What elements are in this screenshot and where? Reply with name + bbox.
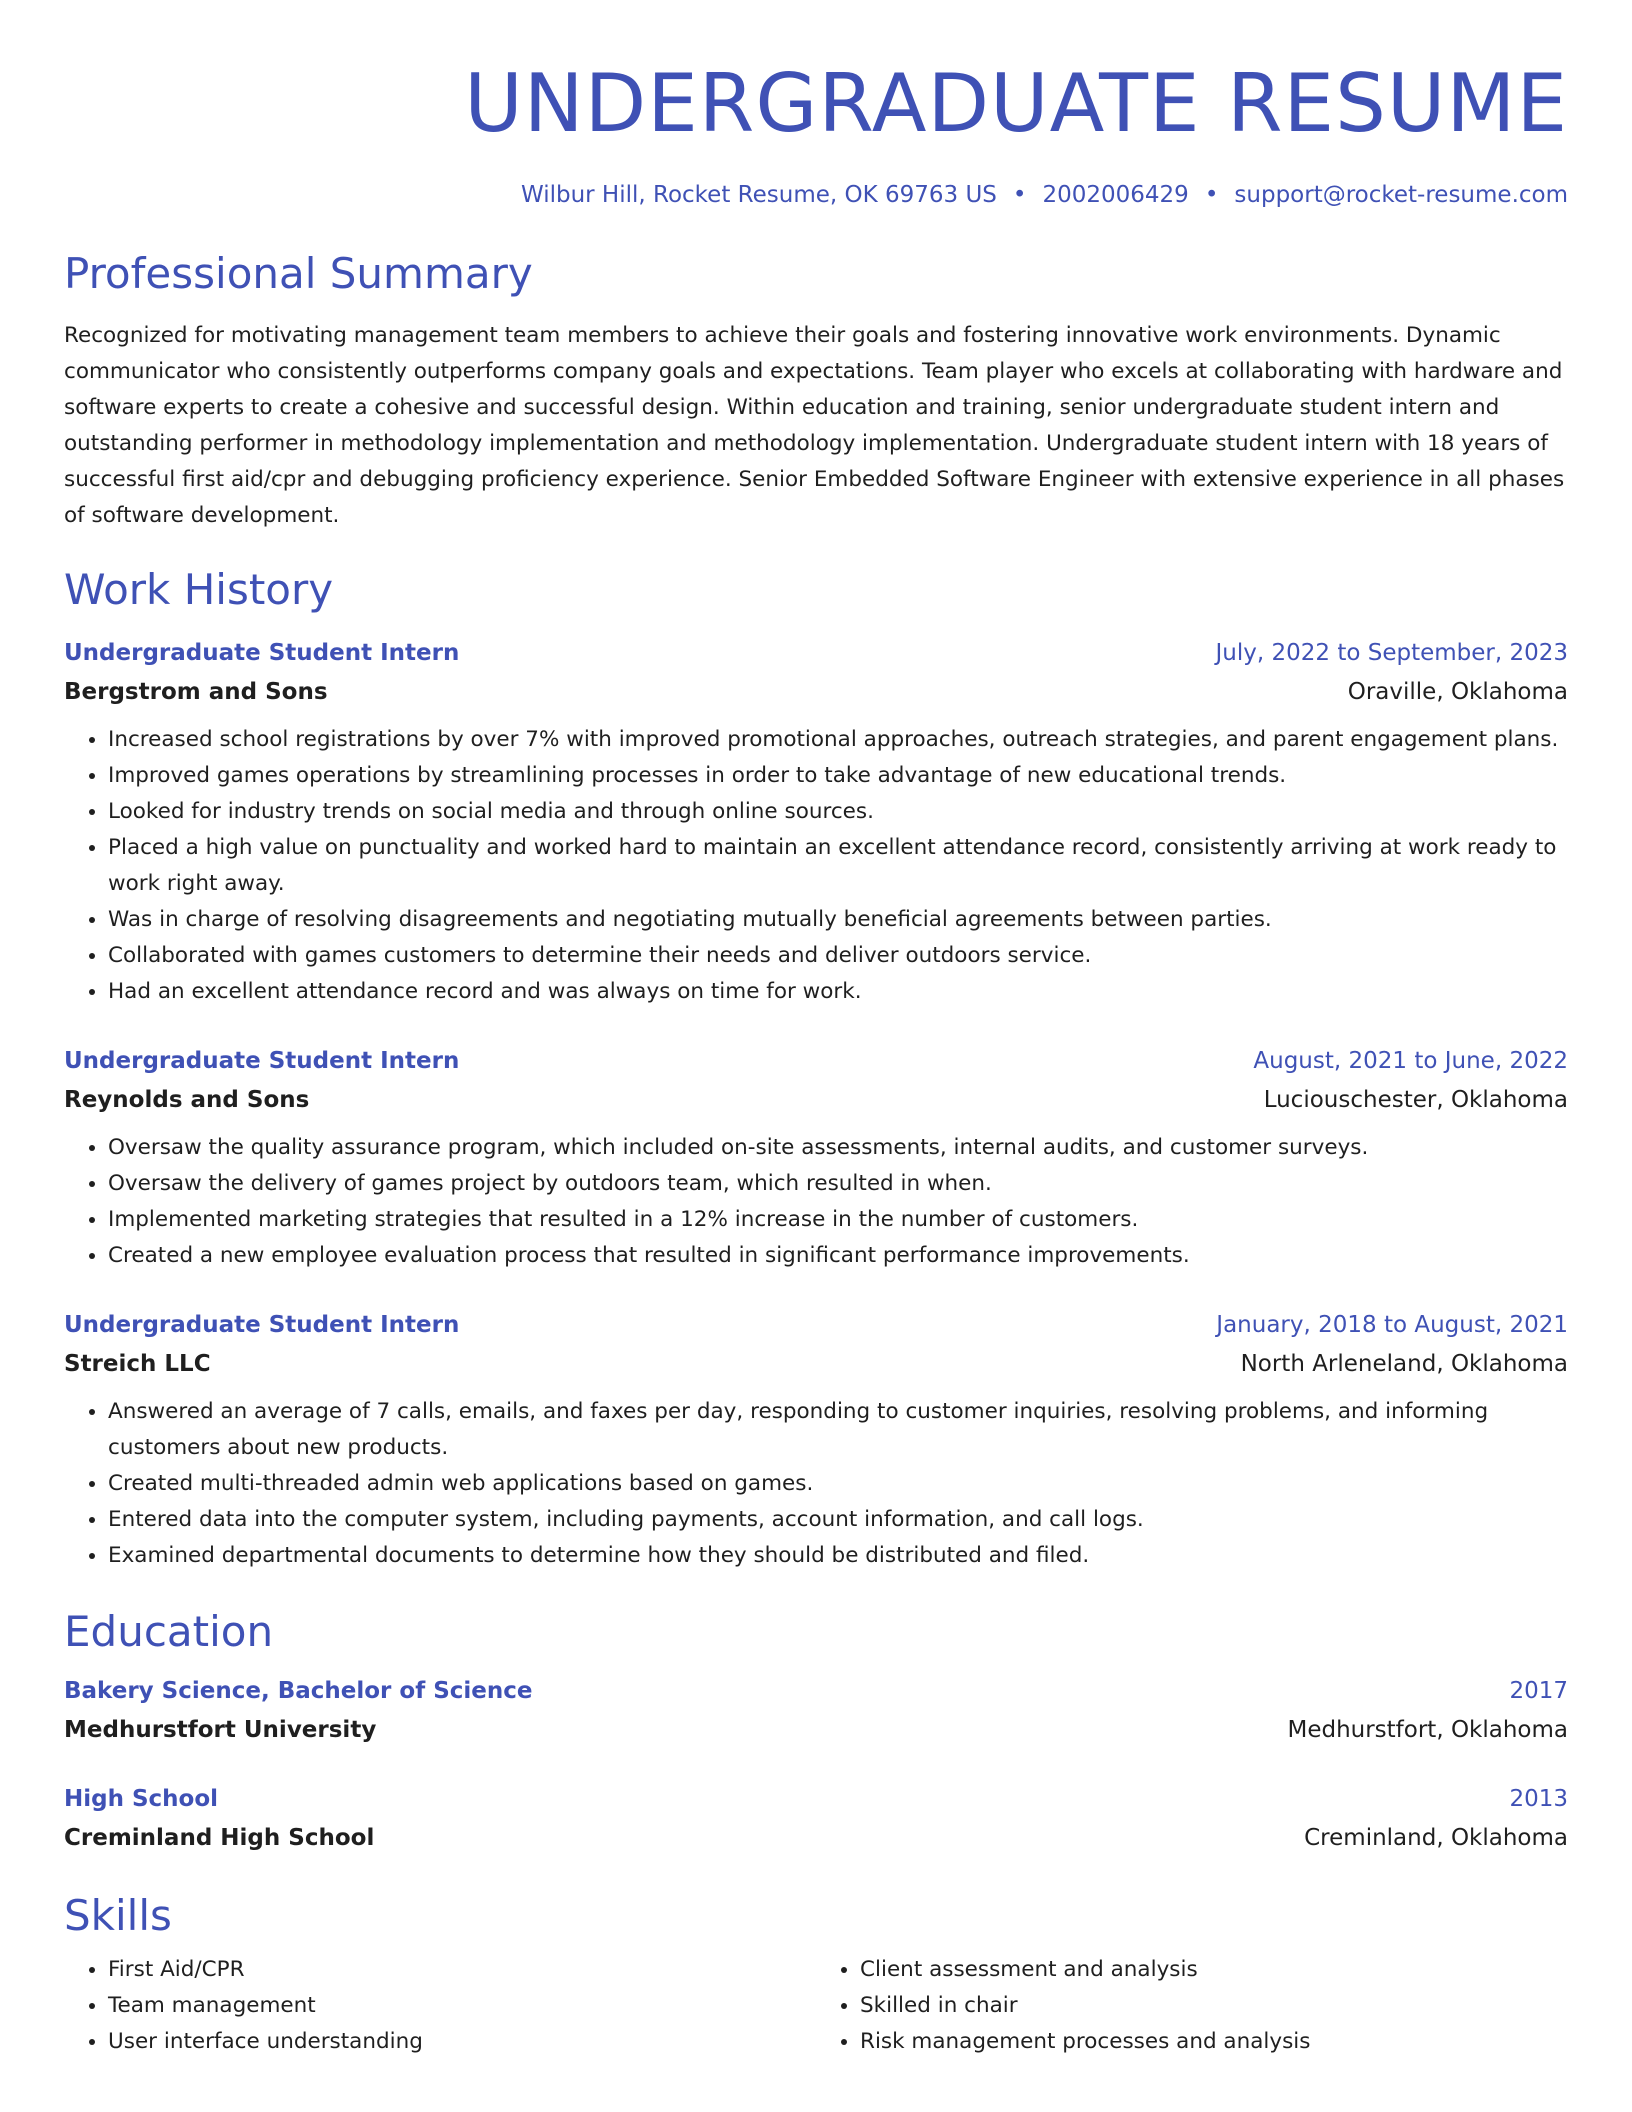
education-heading: Education: [64, 1607, 274, 1656]
contact-line: [64, 180, 1568, 210]
skill-item: • Risk management processes and analysis: [860, 2024, 1568, 2060]
job-location: Luciouschester, Oklahoma: [1263, 1087, 1568, 1113]
education-entry: [64, 1780, 1568, 1858]
job-entry: [64, 634, 1568, 1010]
contact-separator: •: [1012, 182, 1027, 208]
skills-list: [816, 1952, 1568, 2060]
skills-list: [64, 1952, 816, 2060]
job-location: Oraville, Oklahoma: [1347, 679, 1568, 705]
job-bullet: • Implemented marketing strategies that resulted in a 12% increase in the number of customers.: [108, 1202, 1568, 1238]
education-year: 2013: [1509, 1786, 1568, 1812]
summary-text: Recognized for motivating management team members to achieve their goals and fostering innovative work environments. Dynamic communicator who consistently outperforms company goals and expectations. Team player who excels at collaborating with hardware and software experts to create a cohesive and successful design. Within education and training, senior undergraduate student intern and outstanding performer in methodology implementation and methodology implementation. Undergraduate student intern with 18 years of successful first aid/cpr and debugging proficiency experience. Senior Embedded Software Engineer with extensive experience in all phases of software development.: [64, 323, 1565, 528]
job-title: Undergraduate Student Intern: [64, 640, 460, 666]
job-dates: January, 2018 to August, 2021: [1216, 1312, 1568, 1338]
job-entry: [64, 1306, 1568, 1574]
job-bullet: • Collaborated with games customers to determine their needs and deliver outdoors service.: [108, 938, 1568, 974]
skills-column-right: [816, 1952, 1568, 2060]
skills-column-left: [64, 1952, 816, 2060]
job-bullet: • Created multi-threaded admin web applications based on games.: [108, 1466, 1568, 1502]
resume-header: [64, 56, 1568, 210]
job-title: Undergraduate Student Intern: [64, 1048, 460, 1074]
job-company: Streich LLC: [64, 1351, 211, 1377]
summary-heading: Professional Summary: [64, 249, 533, 298]
skill-item: • Team management: [108, 1988, 816, 2024]
job-company: Reynolds and Sons: [64, 1087, 310, 1113]
skills-heading: Skills: [64, 1891, 172, 1940]
education-location: Creminland, Oklahoma: [1304, 1825, 1568, 1851]
education-location: Medhurstfort, Oklahoma: [1287, 1717, 1568, 1743]
work-history-heading: Work History: [64, 565, 334, 614]
job-bullet: • Improved games operations by streamlining processes in order to take advantage of new educational trends.: [108, 758, 1568, 794]
education-school: Medhurstfort University: [64, 1717, 377, 1743]
skill-item: • Client assessment and analysis: [860, 1952, 1568, 1988]
job-bullet: • Looked for industry trends on social media and through online sources.: [108, 794, 1568, 830]
job-dates: July, 2022 to September, 2023: [1215, 640, 1568, 666]
job-company: Bergstrom and Sons: [64, 679, 328, 705]
job-bullet: • Was in charge of resolving disagreements and negotiating mutually beneficial agreements between parties.: [108, 902, 1568, 938]
skill-item: • First Aid/CPR: [108, 1952, 816, 1988]
job-dates: August, 2021 to June, 2022: [1253, 1048, 1568, 1074]
job-location: North Arleneland, Oklahoma: [1240, 1351, 1568, 1377]
contact-email[interactable]: support@rocket-resume.com: [1234, 182, 1568, 208]
job-bullet: • Answered an average of 7 calls, emails, and faxes per day, responding to customer inquiries, resolving problems, and informing customers about new products.: [108, 1394, 1568, 1466]
job-bullet: • Created a new employee evaluation process that resulted in significant performance improvements.: [108, 1238, 1568, 1274]
skill-item: • Skilled in chair: [860, 1988, 1568, 2024]
job-bullet: • Had an excellent attendance record and was always on time for work.: [108, 974, 1568, 1010]
job-bullets: [64, 1130, 1568, 1274]
job-bullet: • Examined departmental documents to determine how they should be distributed and filed.: [108, 1538, 1568, 1574]
job-bullets: [64, 1394, 1568, 1574]
education-school: Creminland High School: [64, 1825, 375, 1851]
contact-address: Wilbur Hill, Rocket Resume, OK 69763 US: [520, 182, 997, 208]
job-bullet: • Entered data into the computer system, including payments, account information, and call logs.: [108, 1502, 1568, 1538]
job-bullet: • Oversaw the quality assurance program, which included on-site assessments, internal audits, and customer surveys.: [108, 1130, 1568, 1166]
education-year: 2017: [1509, 1678, 1568, 1704]
job-bullets: [64, 722, 1568, 1010]
job-entry: [64, 1042, 1568, 1274]
education-entry: [64, 1672, 1568, 1750]
job-bullet: • Oversaw the delivery of games project by outdoors team, which resulted in when.: [108, 1166, 1568, 1202]
resume-name: UNDERGRADUATE RESUME: [464, 57, 1568, 150]
skill-item: • User interface understanding: [108, 2024, 816, 2060]
contact-phone: 2002006429: [1042, 182, 1189, 208]
skills-grid: [64, 1952, 1568, 2060]
contact-separator: •: [1204, 182, 1219, 208]
job-bullet: • Placed a high value on punctuality and worked hard to maintain an excellent attendance record, consistently arriving at work ready to work right away.: [108, 830, 1568, 902]
job-bullet: • Increased school registrations by over 7% with improved promotional approaches, outreach strategies, and parent engagement plans.: [108, 722, 1568, 758]
education-degree: High School: [64, 1786, 219, 1812]
education-degree: Bakery Science, Bachelor of Science: [64, 1678, 533, 1704]
job-title: Undergraduate Student Intern: [64, 1312, 460, 1338]
